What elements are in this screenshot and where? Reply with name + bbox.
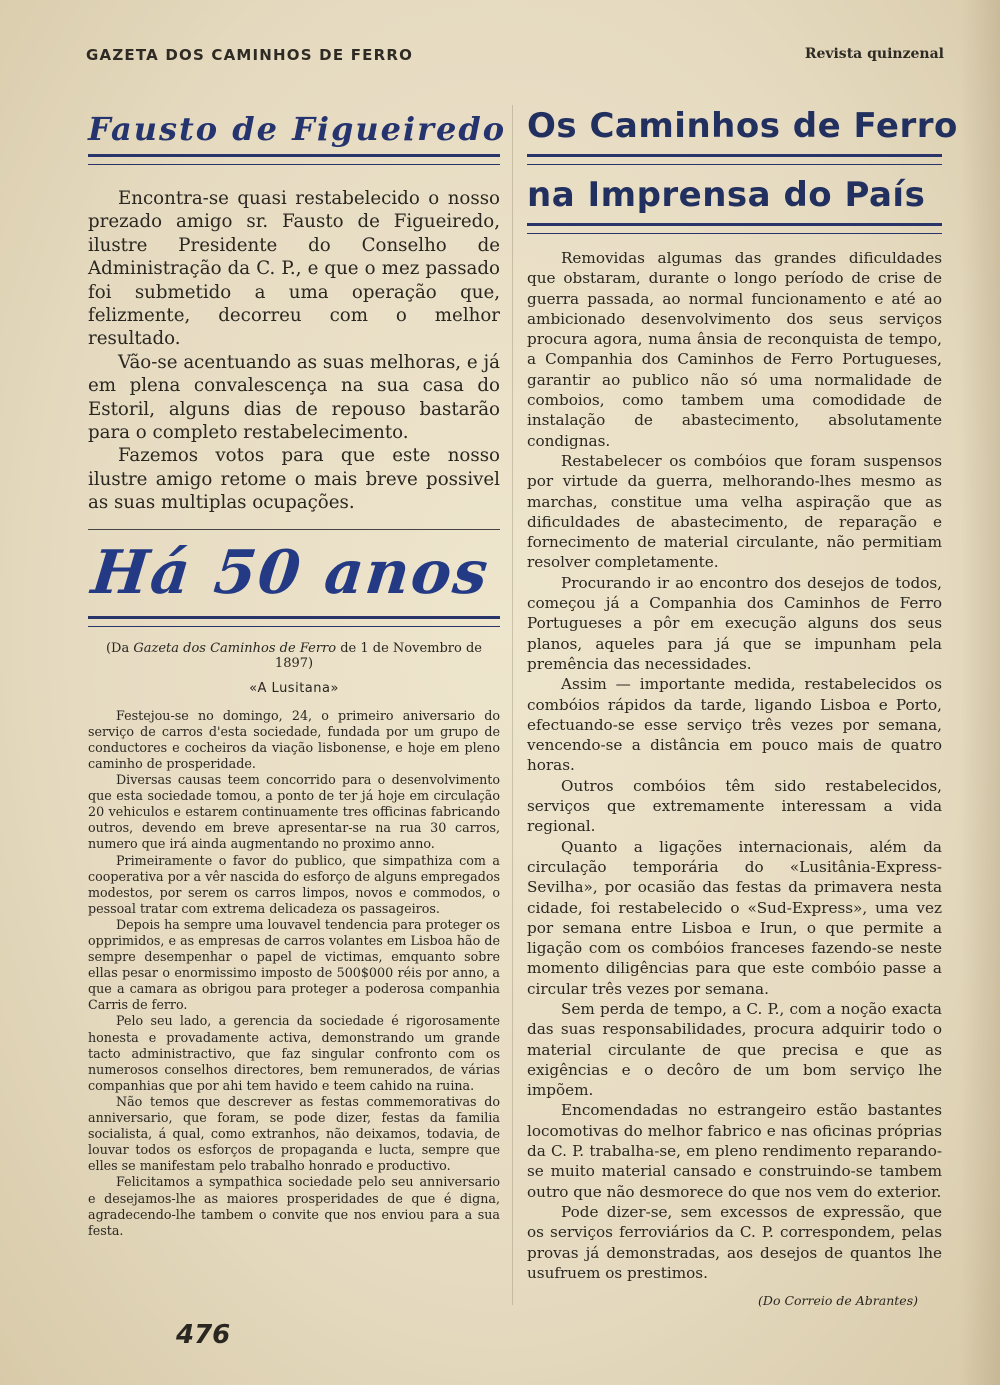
fausto-paragraph: Fazemos votos para que este nosso ilustre amigo retome o mais breve possivel as suas multiplas ocupações. [88,445,500,514]
ha50-paragraph: Diversas causas teem concorrido para o desenvolvimento que esta sociedade tomou, a ponto de ter já hoje em circulação 20 vehiculos e estarem continuamente tres officinas fabricando outros, devendo em breve apresentar-se na rua 30 carros, numero que irá ainda augmentando no proximo anno. [88,772,500,852]
page-number: 476 [176,1320,231,1350]
ha50-paragraph: Felicitamos a sympathica sociedade pelo seu anniversario e desejamos-lhe as maiores prosperidades de que é digna, agradecendo-lhe tambem o convite que nos enviou para a sua festa. [88,1174,500,1238]
imprensa-title-line2: na Imprensa do País [527,175,926,215]
title-rule-thin [88,626,500,627]
imprensa-paragraph: Pode dizer-se, sem excessos de expressão, que os serviços ferroviários da C. P. correspondem, pelas provas já demonstradas, aos desejos de quantos lhe usufruem os prestimos. [527,1202,942,1282]
ha50-paragraph: Depois ha sempre uma louvavel tendencia para proteger os opprimidos, e as empresas de carros volantes em Lisboa hão de sempre desempenhar o papel de victimas, emquanto sobre ellas pesar o enormissimo imposto de 500$000 réis por anno, a que a camara as obrigou para proteger a poderosa companhia Carris de ferro. [88,916,500,1013]
ha50-paragraph: Festejou-se no domingo, 24, o primeiro aniversario do serviço de carros d'esta sociedade, fundada por um grupo de conductores e cocheiros da viação lisbonense, e hoje em pleno caminho de prosperidade. [88,707,500,771]
left-column [88,100,507,1239]
ha50-article [88,708,500,1239]
ha50-source [88,641,500,671]
title-rule-thin [527,164,942,165]
title-rule-thin [527,233,942,234]
running-header [86,46,944,70]
imprensa-paragraph: Encomendadas no estrangeiro estão bastantes locomotivas do melhor fabrico e nas oficinas próprias da C. P. trabalha-se, em pleno rendimento reparando-se muito material cansado e construindo-se tambem outro que não desmorece do que nos vem do exterior. [527,1101,942,1201]
ha50-paragraph: Não temos que descrever as festas commemorativas do anniversario, que foram, se pode dizer, festas da familia socialista, á qual, como extranhos, não deixamos, todavia, de louvar todos os esforços de propaganda e lucta, sempre que elles se manifestam pelo trabalho honrado e productivo. [88,1093,500,1174]
fausto-article [88,187,500,515]
publication-title: GAZETA DOS CAMINHOS DE FERRO [86,46,414,64]
fausto-paragraph: Vão-se acentuando as suas melhoras, e já em plena convalescença na sua casa do Estoril, alguns dias de repouso bastarão para o completo restabelecimento. [88,351,500,444]
source-suffix: de 1 de Novembro de 1897) [274,640,482,671]
imprensa-paragraph: Assim — importante medida, restabelecidos os combóios rápidos da tarde, ligando Lisboa e Porto, efectuando-se esse serviço três vezes por semana, vencendo-se a distância em pouco mais de quatro horas. [527,675,942,775]
credit-prefix: (Do [758,1293,785,1309]
ha50-paragraph: Primeiramente o favor do publico, que simpathiza com a cooperativa por a vêr nascida do esforço de alguns empregados modestos, por serem os carros limpos, novos e commodos, o pessoal tratar com extrema delicadeza os passageiros. [88,852,500,916]
fausto-title: Fausto de Figueiredo [88,110,507,148]
imprensa-article [527,248,942,1283]
title-rule [88,616,500,622]
imprensa-paragraph: Sem perda de tempo, a C. P., com a noção exacta das suas responsabilidades, procura adquirir todo o material circulante de que precisa e que as exigências e o decôro de um bom serviço lhe impõem. [527,999,942,1100]
imprensa-title-line1: Os Caminhos de Ferro [527,106,958,146]
page-fold-shadow [960,0,1000,1385]
title-rule [527,223,942,229]
ha50-paragraph: Pelo seu lado, a gerencia da sociedade é rigorosamente honesta e provadamente activa, demonstrando um grande tacto administractivo, que faz singular confronto com os numerosos conselhos directores, bem remunerados, de várias companhias que por ahi tem havido e teem cahido na ruina. [88,1013,500,1093]
imprensa-paragraph: Procurando ir ao encontro dos desejos de todos, começou já a Companhia dos Caminhos de Ferro Portugueses a pôr em execução alguns dos seus planos, aqueles para já que se impunham pela premência das necessidades. [527,573,942,673]
imprensa-paragraph: Outros combóios têm sido restabelecidos, serviços que extremamente interessam a vida regional. [527,776,942,836]
fausto-paragraph: Encontra-se quasi restabelecido o nosso prezado amigo sr. Fausto de Figueiredo, ilustre Presidente do Conselho de Administração da C. P., e que o mez passado foi submetido a uma operação que, felizmente, decorreu com o melhor resultado. [88,188,500,350]
title-rule [527,154,942,160]
right-column [527,100,958,1309]
source-publication: Gazeta dos Caminhos de Ferro [133,640,337,656]
credit-source: Correio de Abrantes [784,1293,914,1309]
ha50-subhead: «A Lusitana» [249,680,339,696]
credit-suffix: ) [913,1293,918,1309]
column-divider [512,105,513,1305]
imprensa-paragraph: Quanto a ligações internacionais, além da circulação temporária do «Lusitânia-Express-Sevilha», por ocasião das festas da primavera nesta cidade, foi restabelecido o «Sud-Express», uma vez por semana entre Lisboa e Irun, o que permite a ligação com os combóios franceses fazendo-se neste momento diligências para que este combóio passe a circular três vezes por semana. [527,837,942,998]
title-rule-thin [88,164,500,165]
source-prefix: (Da [105,640,134,656]
title-rule [88,154,500,160]
imprensa-paragraph: Restabelecer os combóios que foram suspensos por virtude da guerra, melhorando-lhes mesmo as marchas, constitue uma velha aspiração que as dificuldades de abastecimento, de reparação e fornecimento de material circulante, não permitiam resolver completamente. [527,451,942,572]
section-separator [88,529,500,530]
imprensa-paragraph: Removidas algumas das grandes dificuldades que obstaram, durante o longo período de crise de guerra passada, ao normal funcionamento e até ao ambicionado desenvolvimento dos seus serviços procura agora, numa ânsia de reconquista de tempo, a Companhia dos Caminhos de Ferro Portugueses, garantir ao publico não só uma normalidade de comboios, como tambem uma comodidade de instalação de abastecimento, absolutamente condignas. [527,249,942,450]
ha50-title: Há 50 anos [88,537,493,608]
imprensa-credit [527,1293,942,1308]
publication-frequency: Revista quinzenal [804,46,944,62]
